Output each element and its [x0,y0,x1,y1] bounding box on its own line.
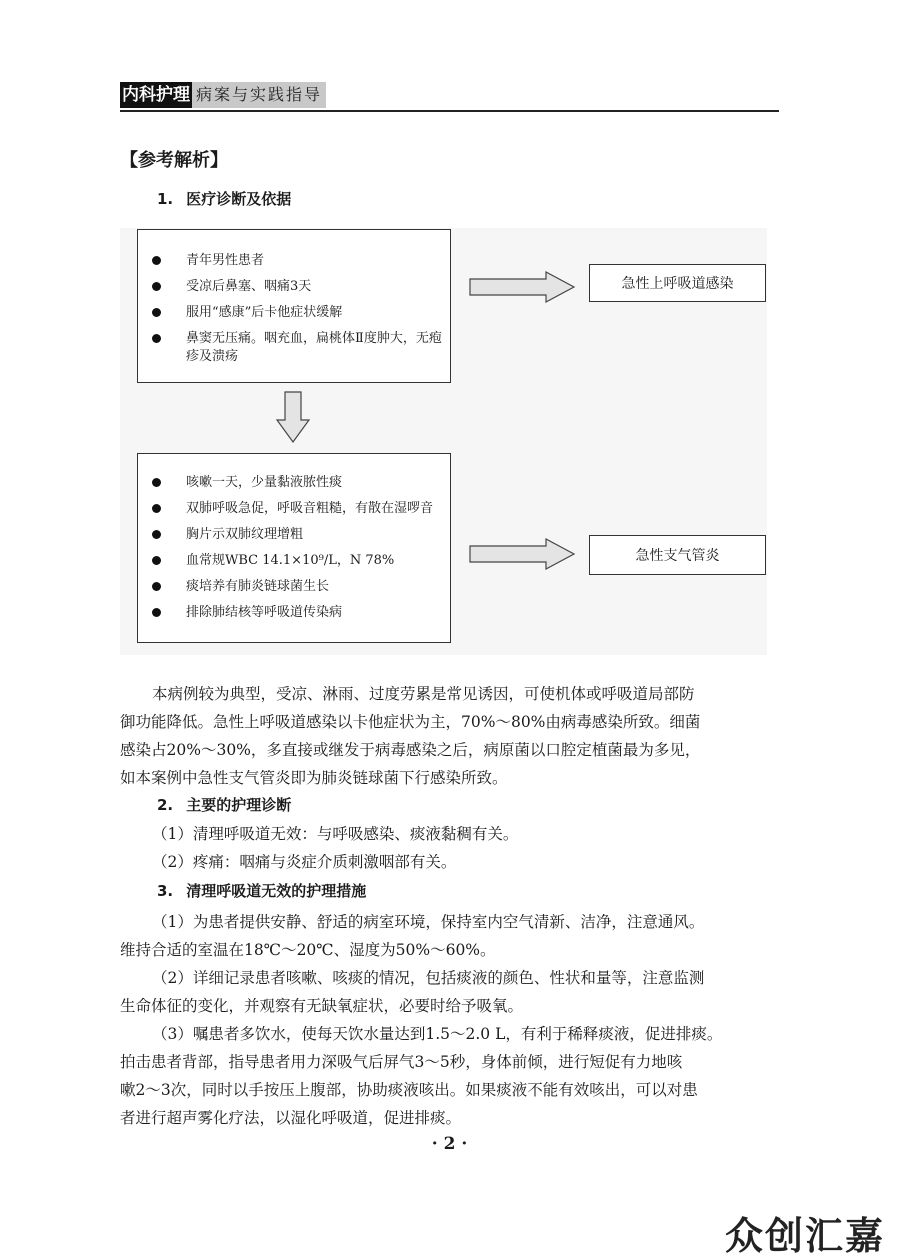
bullet-icon [152,504,161,513]
heading-2-number: 2. [157,796,174,814]
nursing-diagnosis-2: （2）疼痛：咽痛与炎症介质刺激咽部有关。 [152,853,457,871]
heading-1-text: 医疗诊断及依据 [186,190,292,208]
bullet-icon [152,556,161,565]
evidence-item: 服用“感康”后卡他症状缓解 [138,304,450,322]
evidence-item: 胸片示双肺纹理增粗 [138,526,450,544]
evidence-item: 咳嗽一天，少量黏液脓性痰 [138,474,450,492]
measure-3-line: 拍击患者背部，指导患者用力深吸气后屏气3～5秒，身体前倾，进行短促有力地咳 [120,1053,683,1071]
heading-3-number: 3. [157,882,174,900]
heading-1 [157,188,291,209]
down-arrow-icon [275,390,311,444]
measure-2-line: （2）详细记录患者咳嗽、咳痰的情况，包括痰液的颜色、性状和量等，注意监测 [152,969,705,987]
measure-3-line: 者进行超声雾化疗法，以湿化呼吸道，促进排痰。 [120,1109,462,1127]
evidence-item: 痰培养有肺炎链球菌生长 [138,578,450,596]
section-title: 【参考解析】 [120,150,228,171]
evidence-item: 青年男性患者 [138,252,450,270]
measure-3-line: （3）嘱患者多饮水，使每天饮水量达到1.5～2.0 L，有利于稀释痰液，促进排痰。 [152,1025,723,1043]
evidence-item: 排除肺结核等呼吸道传染病 [138,604,450,622]
header-rule [120,110,779,112]
header-title-rest: 病案与实践指导 [192,82,326,108]
right-arrow-icon [468,270,578,304]
evidence-item: 双肺呼吸急促，呼吸音粗糙，有散在湿啰音 [138,500,450,518]
watermark-logo: 众创汇嘉 [724,1214,885,1258]
heading-3-text: 清理呼吸道无效的护理措施 [186,882,367,900]
paragraph-line: 御功能降低。急性上呼吸道感染以卡他症状为主，70%～80%由病毒感染所致。细菌 [120,713,701,731]
heading-1-number: 1. [157,190,174,208]
bullet-icon [152,530,161,539]
measure-2-line: 生命体征的变化，并观察有无缺氧症状，必要时给予吸氧。 [120,997,524,1015]
bullet-icon [152,582,161,591]
bullet-icon [152,608,161,617]
heading-3 [157,880,366,901]
paragraph-line: 如本案例中急性支气管炎即为肺炎链球菌下行感染所致。 [120,769,508,787]
bullet-icon [152,282,161,291]
evidence-box-1 [137,229,451,383]
heading-2 [157,794,291,815]
paragraph-line: 本病例较为典型，受凉、淋雨、过度劳累是常见诱因，可使机体或呼吸道局部防 [152,685,695,703]
header-title-bold: 内科护理 [120,82,192,108]
bullet-icon [152,308,161,317]
bullet-icon [152,478,161,487]
heading-2-text: 主要的护理诊断 [186,796,292,814]
evidence-box-2 [137,453,451,643]
measure-1-line: （1）为患者提供安静、舒适的病室环境，保持室内空气清新、洁净，注意通风。 [152,913,705,931]
page-number: · 2 · [431,1134,468,1154]
measure-1-line: 维持合适的室温在18℃～20℃、湿度为50%～60%。 [120,941,496,959]
paragraph-line: 感染占20%～30%，多直接或继发于病毒感染之后，病原菌以口腔定植菌最为多见， [120,741,701,759]
bullet-icon [152,334,161,343]
bullet-icon [152,256,161,265]
evidence-item: 血常规WBC 14.1×10⁹/L，N 78% [138,552,450,570]
diagnosis-result-1: 急性上呼吸道感染 [589,264,766,302]
evidence-item: 受凉后鼻塞、咽痛3天 [138,278,450,296]
right-arrow-icon [468,537,578,571]
diagnosis-result-2: 急性支气管炎 [589,535,766,575]
evidence-item: 鼻窦无压痛。咽充血，扁桃体Ⅱ度肿大，无疱疹及溃疡 [138,330,450,366]
nursing-diagnosis-1: （1）清理呼吸道无效：与呼吸感染、痰液黏稠有关。 [152,825,519,843]
running-header [120,82,326,108]
measure-3-line: 嗽2～3次，同时以手按压上腹部，协助痰液咳出。如果痰液不能有效咳出，可以对患 [120,1081,698,1099]
